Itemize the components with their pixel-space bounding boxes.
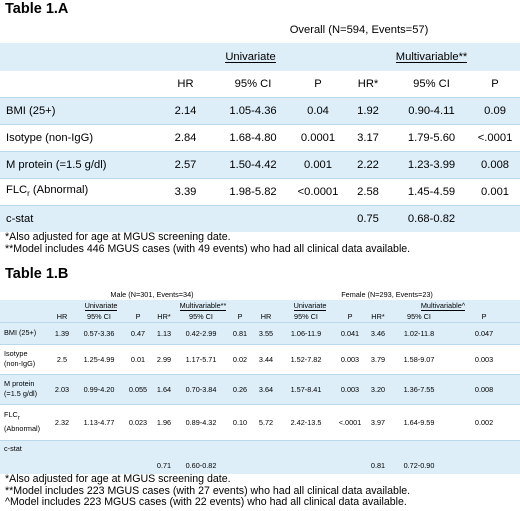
cell: 1.96 (152, 404, 176, 440)
cell: 2.58 (343, 178, 393, 205)
cell: 3.46 (366, 322, 390, 344)
cell (448, 440, 520, 474)
row-label-line2: (non-IgG) (4, 359, 36, 368)
col-header: P (334, 311, 366, 322)
overall-header: Overall (N=594, Events=57) (289, 24, 429, 36)
cell: 0.60-0.82 (185, 461, 217, 470)
cell: 3.39 (158, 178, 213, 205)
cell: 0.81 (370, 461, 386, 470)
cell: 0.041 (334, 322, 366, 344)
row-label: M protein (=1.5 g/dl) (0, 151, 158, 178)
table-a-col-header-row (0, 71, 520, 97)
cell: 1.92 (343, 97, 393, 124)
cell (124, 440, 152, 474)
cell: 1.36-7.55 (390, 374, 448, 404)
cell: 1.79-5.60 (393, 124, 470, 151)
cell: 3.17 (343, 124, 393, 151)
univariate-label: Univariate (293, 300, 327, 310)
cell: 2.03 (50, 374, 74, 404)
row-label-line1: BMI (25+) (4, 328, 37, 337)
row-label-line2: (=1.5 g/dl) (4, 389, 38, 398)
male-header: Male (N=301, Events=34) (110, 290, 194, 299)
row-label (0, 374, 50, 404)
row-label-line1 (4, 410, 50, 423)
cell: 0.72-0.90 (403, 461, 435, 470)
cell: <0.0001 (293, 178, 343, 205)
cell: 0.003 (334, 344, 366, 374)
col-header: 95% CI (390, 311, 448, 322)
cell: 0.57-3.36 (74, 322, 124, 344)
row-label: c-stat (6, 212, 34, 225)
cell: 1.68-4.80 (213, 124, 293, 151)
cell: 2.5 (50, 344, 74, 374)
cell: 2.14 (158, 97, 213, 124)
col-header: HR* (343, 71, 393, 97)
table-b (0, 289, 520, 474)
cell: 0.003 (448, 344, 520, 374)
cell: 0.71 (156, 461, 172, 470)
cell: 2.42-13.5 (278, 404, 334, 440)
cell: 3.20 (366, 374, 390, 404)
cell: 0.68-0.82 (407, 212, 456, 225)
multivariable-header-male (152, 300, 254, 311)
table-a-overall-row (0, 17, 520, 43)
col-header: HR (158, 71, 213, 97)
cell (226, 440, 254, 474)
table-a-title: Table 1.A (5, 1, 69, 17)
cell: 0.10 (226, 404, 254, 440)
flc-label: FLC (4, 410, 18, 420)
cell: 1.64 (152, 374, 176, 404)
cell: 1.98-5.82 (213, 178, 293, 205)
cell: 3.64 (254, 374, 278, 404)
female-header: Female (N=293, Events=23) (341, 290, 433, 299)
univariate-header (158, 43, 343, 71)
table-b-notes (5, 474, 410, 509)
flc-label: FLC (6, 184, 28, 197)
table-b-col-header-row (0, 311, 520, 322)
col-header: P (293, 71, 343, 97)
table-row (0, 151, 520, 178)
col-header: P (448, 311, 520, 322)
cell: 2.32 (50, 404, 74, 440)
footnote: **Model includes 223 MGUS cases (with 27 events) who had all clinical data available. (5, 484, 411, 497)
cell: 0.90-4.11 (393, 97, 470, 124)
cell: 1.57-8.41 (278, 374, 334, 404)
cell: 0.008 (470, 151, 520, 178)
cell: 3.97 (366, 404, 390, 440)
cell: 1.58-9.07 (390, 344, 448, 374)
table-row (0, 440, 520, 474)
col-header: HR* (366, 311, 390, 322)
univariate-label: Univariate (84, 300, 118, 310)
cell: 1.50-4.42 (213, 151, 293, 178)
cell: 0.99-4.20 (74, 374, 124, 404)
table-b-sex-row (0, 289, 520, 300)
cell: 1.06-11.9 (278, 322, 334, 344)
cell: 0.75 (357, 212, 379, 225)
cell: 2.57 (158, 151, 213, 178)
cell: 0.81 (226, 322, 254, 344)
row-label: Isotype (non-IgG) (0, 124, 158, 151)
univariate-label: Univariate (225, 51, 276, 63)
multivariable-label: Multivariable** (179, 300, 227, 310)
cell: <.0001 (470, 124, 520, 151)
table-a (0, 17, 520, 232)
cell: 2.99 (152, 344, 176, 374)
cell: 0.008 (448, 374, 520, 404)
flc-sub: r (27, 189, 30, 199)
cell: 1.25-4.99 (74, 344, 124, 374)
table-row (0, 178, 520, 205)
cell (74, 440, 124, 474)
cell: 0.002 (448, 404, 520, 440)
cell: 1.05-4.36 (213, 97, 293, 124)
cell (158, 205, 213, 232)
col-header: 95% CI (74, 311, 124, 322)
cell: 0.09 (470, 97, 520, 124)
cell: 0.001 (293, 151, 343, 178)
table-b-title: Table 1.B (5, 266, 69, 282)
row-label: BMI (25+) (0, 97, 158, 124)
col-header: HR* (152, 311, 176, 322)
univariate-header-female (254, 300, 366, 311)
cell: 1.13 (152, 322, 176, 344)
cell: 2.22 (343, 151, 393, 178)
cell (213, 205, 293, 232)
footnote: ^Model includes 223 MGUS cases (with 22 events) who had all clinical data available. (5, 496, 407, 509)
cell: 1.13-4.77 (74, 404, 124, 440)
table-row (0, 97, 520, 124)
cell: 3.55 (254, 322, 278, 344)
cell: 0.42-2.99 (176, 322, 226, 344)
cell (278, 440, 334, 474)
table-row (0, 404, 520, 440)
row-label (0, 440, 50, 474)
cell (470, 205, 520, 232)
multivariable-header-female (366, 300, 520, 311)
table-row (0, 374, 520, 404)
row-label (0, 322, 50, 344)
cell: 0.70-3.84 (176, 374, 226, 404)
cell: 1.39 (50, 322, 74, 344)
table-b-group-row (0, 300, 520, 311)
row-label-line1: M protein (4, 379, 35, 388)
col-header: HR (254, 311, 278, 322)
table-a-group-row (0, 43, 520, 71)
cell: 1.45-4.59 (393, 178, 470, 205)
flc-sub: r (17, 415, 20, 422)
cell: 0.04 (293, 97, 343, 124)
multivariable-header (343, 43, 520, 71)
cell (334, 440, 366, 474)
row-label-line1: Isotype (4, 349, 28, 358)
multivariable-label: Multivariable^ (420, 300, 466, 310)
row-label (0, 344, 50, 374)
cell: 1.23-3.99 (393, 151, 470, 178)
row-label (0, 178, 158, 205)
footnote: **Model includes 446 MGUS cases (with 49 events) who had all clinical data available. (5, 242, 411, 255)
row-label-line1: c-stat (4, 443, 22, 453)
col-header: P (124, 311, 152, 322)
cell: 2.84 (158, 124, 213, 151)
cell: 0.47 (124, 322, 152, 344)
table-row (0, 322, 520, 344)
cell (254, 440, 278, 474)
col-header: 95% CI (176, 311, 226, 322)
footnote: *Also adjusted for age at MGUS screening date. (5, 231, 231, 243)
cell: 1.64-9.59 (390, 404, 448, 440)
table-row (0, 344, 520, 374)
col-header: HR (50, 311, 74, 322)
cell: 1.52-7.82 (278, 344, 334, 374)
cell: 0.055 (124, 374, 152, 404)
cell: 0.89-4.32 (176, 404, 226, 440)
row-label (0, 404, 50, 440)
univariate-header-male (50, 300, 152, 311)
cell: 5.72 (254, 404, 278, 440)
cell: 0.02 (226, 344, 254, 374)
multivariable-label: Multivariable** (395, 51, 468, 63)
cell: 0.26 (226, 374, 254, 404)
cell: 0.023 (124, 404, 152, 440)
cell: 3.44 (254, 344, 278, 374)
col-header: P (470, 71, 520, 97)
table-row (0, 205, 520, 232)
cell: 0.047 (448, 322, 520, 344)
cell: 0.01 (124, 344, 152, 374)
cell: 1.17-5.71 (176, 344, 226, 374)
cell: 0.003 (334, 374, 366, 404)
flc-label-rest: (Abnormal) (29, 184, 89, 197)
col-header: 95% CI (213, 71, 293, 97)
cell: 3.79 (366, 344, 390, 374)
footnote: *Also adjusted for age at MGUS screening date. (5, 473, 231, 485)
row-label-line2: (Abnormal) (4, 423, 41, 433)
col-header: 95% CI (278, 311, 334, 322)
table-a-notes (5, 232, 410, 255)
cell: 0.001 (470, 178, 520, 205)
cell: <.0001 (334, 404, 366, 440)
col-header: 95% CI (393, 71, 470, 97)
table-row (0, 124, 520, 151)
col-header: P (226, 311, 254, 322)
cell: 1.02-11.8 (390, 322, 448, 344)
cell (50, 440, 74, 474)
cell: 0.0001 (293, 124, 343, 151)
cell (293, 205, 343, 232)
